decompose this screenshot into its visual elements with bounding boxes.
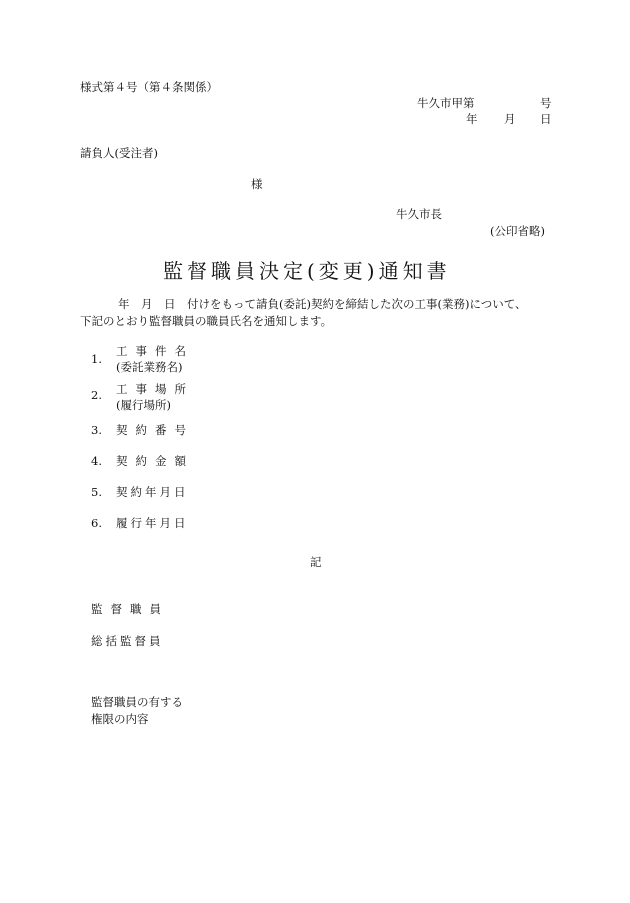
- item-sublabel: (委託業務名): [116, 360, 183, 374]
- item-number: 4.: [91, 454, 102, 468]
- issuer-name: 牛久市長: [396, 207, 442, 221]
- inspector-label: 監督職員: [91, 602, 169, 616]
- item-sublabel: (履行場所): [116, 398, 171, 412]
- page-title: 監督職員決定(変更)通知書: [163, 259, 451, 283]
- item-label: 契約番号: [116, 423, 194, 437]
- item-number: 2.: [91, 388, 102, 402]
- form-number: 様式第４号（第４条関係）: [80, 80, 218, 94]
- ki-marker: 記: [310, 555, 322, 569]
- item-number: 1.: [91, 352, 102, 366]
- item-label: 契約年月日: [116, 485, 189, 499]
- seal-note: (公印省略): [490, 224, 545, 238]
- contractor-label: 請負人(受注者): [80, 146, 158, 160]
- authority-label-line-1: 監督職員の有する: [91, 695, 183, 709]
- doc-number-suffix: 号: [540, 96, 552, 110]
- item-label: 契約金額: [116, 454, 194, 468]
- intro-line-1: 年 月 日 付けをもって請負(委託)契約を締結した次の工事(業務)について、: [118, 297, 527, 311]
- item-label: 工事件名: [116, 344, 194, 358]
- authority-label-line-2: 権限の内容: [91, 712, 149, 726]
- item-label: 履行年月日: [116, 516, 189, 530]
- doc-number-prefix: 牛久市甲第: [417, 96, 475, 110]
- chief-inspector-label: 総括監督員: [91, 634, 164, 648]
- date-month: 月: [504, 112, 516, 126]
- item-number: 5.: [91, 485, 102, 499]
- item-number: 3.: [91, 423, 102, 437]
- date-day: 日: [540, 112, 552, 126]
- item-label: 工事場所: [116, 382, 194, 396]
- intro-line-2: 下記のとおり監督職員の職員氏名を通知します。: [80, 314, 333, 328]
- honorific: 様: [251, 177, 263, 191]
- item-number: 6.: [91, 516, 102, 530]
- date-year: 年: [466, 112, 478, 126]
